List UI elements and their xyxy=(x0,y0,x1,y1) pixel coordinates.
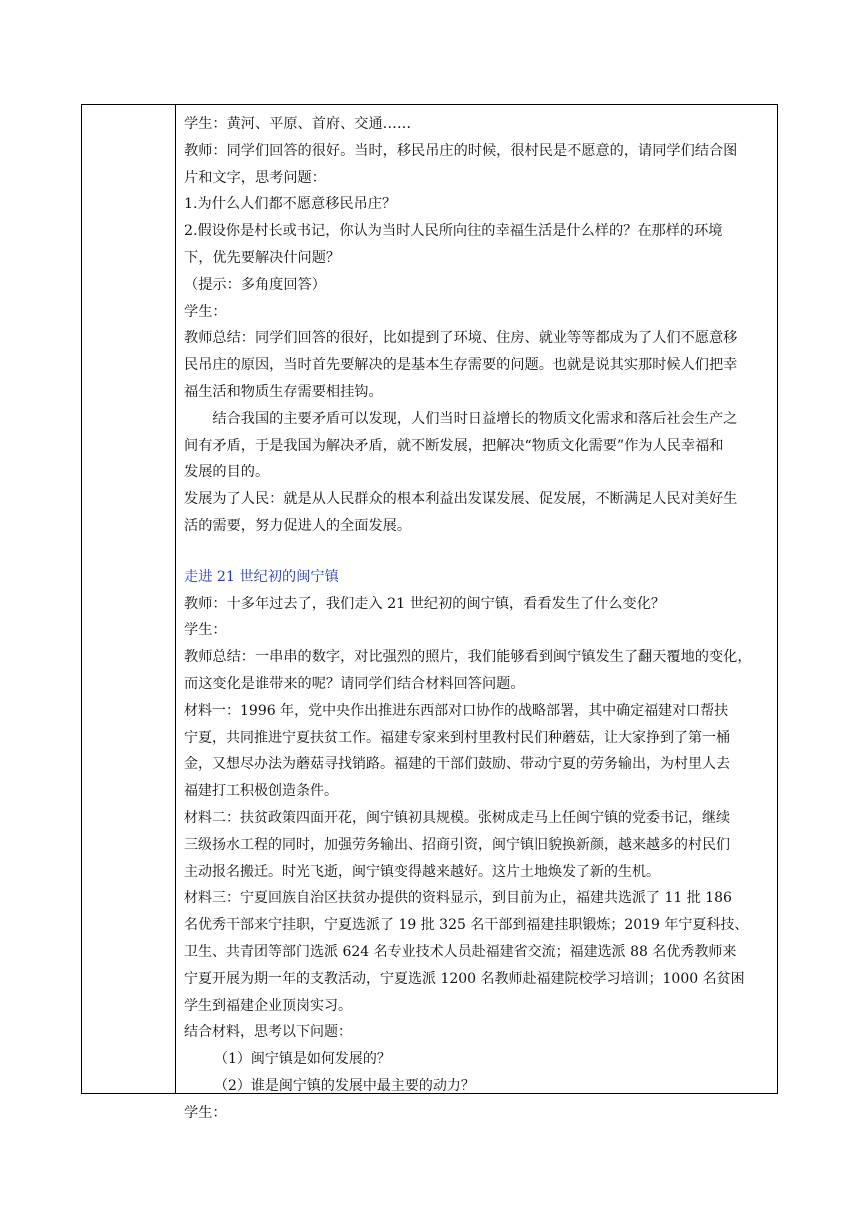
text-line: 学生：黄河、平原、首府、交通…… xyxy=(184,116,412,132)
material-line: 金，又想尽办法为蘑菇寻找销路。福建的干部们鼓励、带动宁夏的劳务输出，为村里人去 xyxy=(184,756,730,773)
material-line: 主动报名搬迁。时光飞逝，闽宁镇变得越来越好。这片土地焕发了新的生机。 xyxy=(184,863,660,880)
spacer xyxy=(184,540,776,564)
material-line: 宁夏，共同推进宁夏扶贫工作。福建专家来到村里教村民们种蘑菇，让大家挣到了第一桶 xyxy=(184,729,730,746)
text-line: 下，优先要解决什问题？ xyxy=(184,249,341,266)
question-item: （1）闽宁镇是如何发展的？ xyxy=(214,1051,391,1068)
material-line: 卫生、共青团等部门选派 624 名专业技术人员赴福建省交流；福建选派 88 名优秀教师来 xyxy=(184,943,737,960)
material-line: 名优秀干部来宁挂职，宁夏选派了 19 批 325 名干部到福建挂职锻炼；2019 年宁夏科技、 xyxy=(184,917,749,934)
question-1: 1.为什么人们都不愿意移民吊庄？ xyxy=(184,196,397,213)
text-line: 活的需要，努力促进人的全面发展。 xyxy=(184,517,412,534)
section-heading: 走进 21 世纪初的闽宁镇 xyxy=(184,568,339,585)
text-line: 而这变化是谁带来的呢？请同学们结合材料回答问题。 xyxy=(184,675,525,692)
material-line: 学生到福建企业顶岗实习。 xyxy=(184,997,352,1014)
material-line: 福建打工积极创造条件。 xyxy=(184,783,338,800)
lesson-table xyxy=(81,104,778,1121)
hint: （提示：多角度回答） xyxy=(184,276,326,293)
text-line: 间有矛盾，于是我国为解决矛盾，就不断发展，把解决“物质文化需要”作为人民幸福和 xyxy=(184,437,724,454)
question-2: 2.假设你是村长或书记，你认为当时人民所向往的幸福生活是什么样的？在那样的环境 xyxy=(184,223,723,240)
indented-paragraph-line: 结合我国的主要矛盾可以发现，人们当时日益增长的物质文化需求和落后社会生产之 xyxy=(212,410,738,427)
text-line: 福生活和物质生存需要相挂钩。 xyxy=(184,383,383,400)
text-line: 教师：十多年过去了，我们走入 21 世纪初的闽宁镇，看看发生了什么变化？ xyxy=(184,595,666,612)
text-line: 发展的目的。 xyxy=(184,464,270,481)
teacher-summary: 教师总结：同学们回答的很好，比如提到了环境、住房、就业等等都成为了人们不愿意移 xyxy=(184,330,738,347)
development-for-people: 发展为了人民：就是从人民群众的根本利益出发谋发展、促发展，不断满足人民对美好生 xyxy=(184,491,738,508)
material-line: 三级扬水工程的同时，加强劳务输出、招商引资，闽宁镇旧貌换新颜，越来越多的村民们 xyxy=(184,836,730,853)
student-answer: 学生： xyxy=(184,303,227,320)
text-line: 片和文字，思考问题： xyxy=(184,169,326,186)
table-content-cell xyxy=(184,111,776,1126)
material-line: 材料二：扶贫政策四面开花，闽宁镇初具规模。张树成走马上任闽宁镇的党委书记，继续 xyxy=(184,809,730,826)
material-prompt: 结合材料，思考以下问题： xyxy=(184,1024,352,1041)
table-left-column xyxy=(82,105,176,1093)
text-line: 民吊庄的原因，当时首先要解决的是基本生存需要的问题。也就是说其实那时候人们把幸 xyxy=(184,357,738,374)
question-item: （2）谁是闽宁镇的发展中最主要的动力？ xyxy=(214,1077,475,1094)
text-line: 教师：同学们回答的很好。当时，移民吊庄的时候，很村民是不愿意的，请同学们结合图 xyxy=(184,142,738,159)
material-line: 材料一：1996 年，党中央作出推进东西部对口协作的战略部署，其中确定福建对口帮扶 xyxy=(184,702,729,719)
student-answer: 学生： xyxy=(184,622,227,639)
material-line: 宁夏开展为期一年的支教活动，宁夏选派 1200 名教师赴福建院校学习培训；1000 名贫困 xyxy=(184,970,745,987)
student-answer: 学生： xyxy=(184,1104,227,1121)
material-line: 材料三：宁夏回族自治区扶贫办提供的资料显示，到目前为止，福建共选派了 11 批 186 xyxy=(184,890,732,907)
teacher-summary: 教师总结：一串串的数字，对比强烈的照片，我们能够看到闽宁镇发生了翻天覆地的变化， xyxy=(184,649,752,666)
